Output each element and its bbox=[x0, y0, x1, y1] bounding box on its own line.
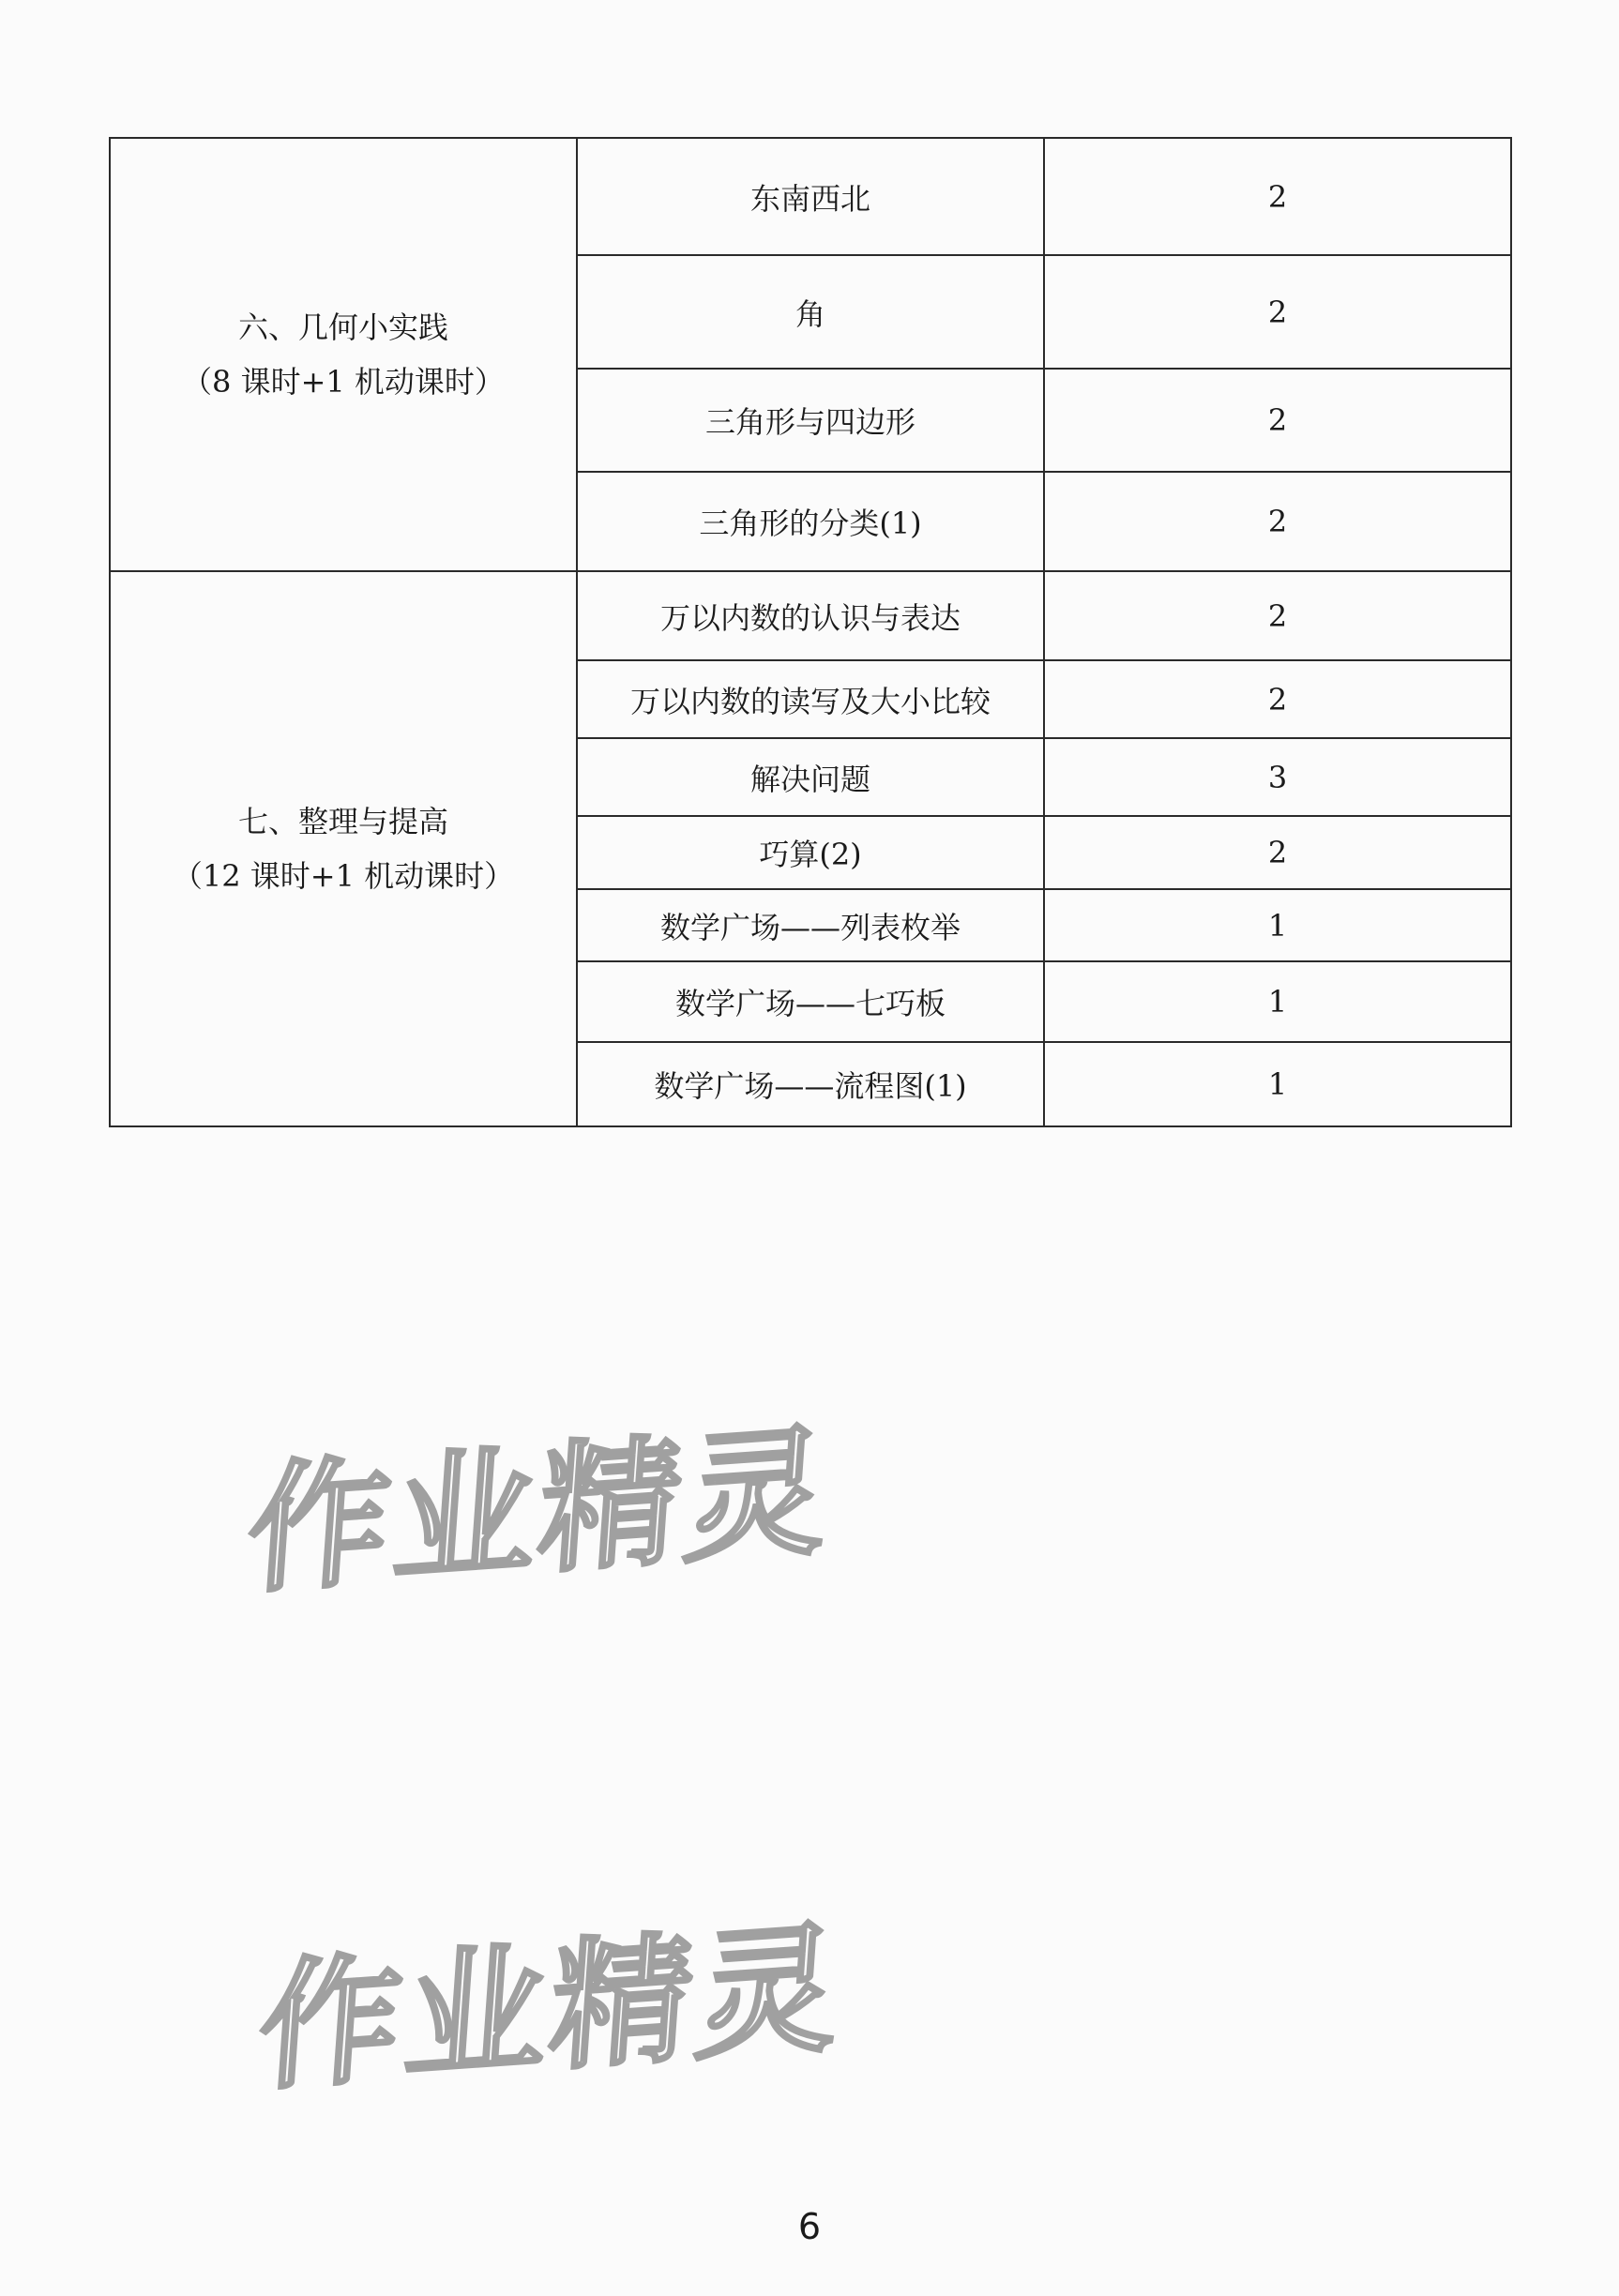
unit-title: 六、几何小实践 bbox=[237, 310, 448, 345]
lesson-name: 数学广场——流程图(1) bbox=[577, 1042, 1044, 1126]
lesson-hours: 2 bbox=[1044, 571, 1511, 660]
lesson-name: 东南西北 bbox=[577, 138, 1044, 255]
watermark: 作业精灵 bbox=[253, 1907, 848, 2111]
lesson-hours: 2 bbox=[1044, 472, 1511, 571]
unit-hours: （12 课时+1 机动课时） bbox=[172, 858, 515, 894]
unit-title: 七、整理与提高 bbox=[237, 804, 448, 839]
lesson-hours: 2 bbox=[1044, 816, 1511, 889]
lesson-hours: 1 bbox=[1044, 961, 1511, 1042]
unit-hours: （8 课时+1 机动课时） bbox=[182, 364, 505, 400]
unit-cell bbox=[110, 571, 577, 1126]
lesson-hours: 1 bbox=[1044, 1042, 1511, 1126]
lesson-name: 万以内数的认识与表达 bbox=[577, 571, 1044, 660]
lesson-name: 数学广场——七巧板 bbox=[577, 961, 1044, 1042]
lesson-hours: 1 bbox=[1044, 889, 1511, 961]
lesson-hours: 2 bbox=[1044, 138, 1511, 255]
lesson-hours: 3 bbox=[1044, 738, 1511, 816]
lesson-name: 角 bbox=[577, 255, 1044, 369]
table-row bbox=[110, 571, 1511, 660]
lesson-name: 巧算(2) bbox=[577, 816, 1044, 889]
table-row bbox=[110, 138, 1511, 255]
lesson-name: 万以内数的读写及大小比较 bbox=[577, 660, 1044, 738]
lesson-hours: 2 bbox=[1044, 660, 1511, 738]
lesson-schedule-table bbox=[109, 137, 1512, 1127]
lesson-name: 三角形的分类(1) bbox=[577, 472, 1044, 571]
watermark: 作业精灵 bbox=[242, 1410, 837, 1614]
lesson-hours: 2 bbox=[1044, 255, 1511, 369]
unit-cell bbox=[110, 138, 577, 571]
lesson-name: 三角形与四边形 bbox=[577, 369, 1044, 472]
lesson-name: 数学广场——列表枚举 bbox=[577, 889, 1044, 961]
lesson-hours: 2 bbox=[1044, 369, 1511, 472]
page-number: 6 bbox=[797, 2206, 822, 2247]
lesson-name: 解决问题 bbox=[577, 738, 1044, 816]
